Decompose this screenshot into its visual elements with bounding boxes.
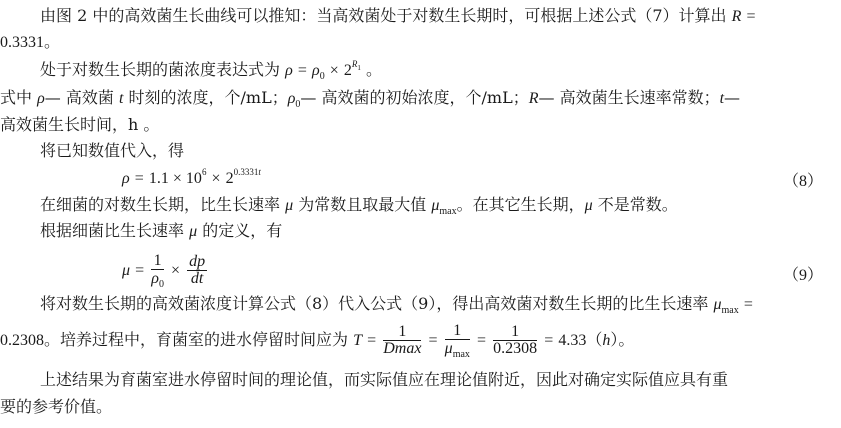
var-t: t [118,90,124,107]
equals-sign: = [544,332,554,349]
equation-8 [122,168,841,190]
paragraph-2-text: 处于对数生长期的菌浓度表达式为 [40,60,281,79]
equation-8-number: （8） [782,173,823,190]
dash: — [724,88,741,107]
equals-sign: = [477,332,487,349]
definition-t: 高效菌生长时间，h 。 [0,115,160,134]
definition-rho-a: — 高效菌 [44,88,114,107]
fraction-numerator: 1 [493,324,537,341]
paragraph-5-c: 。在其它生长期， [456,195,585,214]
definition-rho0: — 高效菌的初始浓度，个/mL； [300,88,529,107]
fraction-1-over-Dmax [383,324,421,357]
equals-sign: = [428,332,438,349]
subscript-0: 0 [295,99,301,110]
paragraph-1-line-2 [0,32,841,53]
fraction-dp-over-dt [187,254,207,287]
subscript-max: max [721,305,739,316]
paragraph-1-line-1 [40,6,841,27]
equals-sign: = [746,8,756,25]
equation-9-number: （9） [782,267,823,284]
var-mu: μ [584,197,593,214]
paragraph-2 [40,60,841,83]
paragraph-5-b: 为常数且取最大值 [298,195,427,214]
paragraph-6-a: 根据细菌比生长速率 [40,221,185,240]
fraction-numerator: 1 [445,323,470,340]
var-mu: μ [285,197,294,214]
exponent-var-t: t [258,167,261,177]
result-end: ）。 [610,332,635,349]
fraction-numerator: dp [189,253,206,270]
var-rho: ρ [122,170,130,187]
subscript-max: max [452,348,470,360]
equals-sign: = [743,296,753,313]
paragraph-7-line-1 [40,294,841,317]
paragraph-8-text: 上述结果为育菌室进水停留时间的理论值，而实际值应在理论值附近，因此对确定实际值应具有重 [40,370,729,389]
paragraph-4 [40,141,841,161]
fraction-1-over-value [493,324,537,357]
var-rho0: ρ [312,62,320,79]
coefficient: 1.1 × 10 [148,170,202,187]
exponent-value: 0.3331 [233,167,259,177]
coefficient-exponent: 6 [201,167,207,177]
base-2: 2 [343,62,352,79]
equation-9 [122,252,841,289]
paragraph-8-end: 要的参考价值。 [0,397,113,416]
var-mu-max: μ [431,197,440,214]
paragraph-7-lead: 0.2308。培养过程中，育菌室的进水停留时间应为 [0,332,349,349]
times-sign: × [211,170,221,187]
paragraph-7-text: 将对数生长期的高效菌浓度计算公式（8）代入公式（9），得出高效菌对数生长期的比生长速率 [40,294,709,313]
fraction-denominator [151,270,164,289]
fraction-denominator [445,340,470,359]
unit-h: h [602,332,611,349]
var-R: R [731,8,742,25]
fraction-numerator: 1 [383,324,421,341]
fraction-denominator: Dmax [383,340,422,357]
times-sign: × [329,62,339,79]
fraction-numerator: 1 [151,253,164,270]
var-rho0: ρ [287,90,296,107]
var-mu: μ [122,262,131,279]
var-rho: ρ [37,90,45,107]
fraction-1-over-mu-max [445,323,470,359]
definitions-line-1 [0,88,841,111]
paragraph-7-line-2 [0,322,841,359]
fraction-denominator: dt [190,270,204,287]
times-sign: × [171,262,181,279]
var-mu: μ [444,339,453,357]
paragraph-6 [40,221,841,242]
var-R: R [528,90,539,107]
var-t: t [719,90,725,107]
subscript-0: 0 [319,71,325,82]
definitions-line-2 [0,115,841,135]
equals-sign: = [135,262,145,279]
fraction-1-over-rho0 [151,253,164,289]
var-mu: μ [189,223,198,240]
paragraph-8-line-1 [40,370,841,390]
var-rho: ρ [285,62,293,79]
definition-rho-b: 时刻的浓度，个/mL； [128,88,288,107]
paragraph-8-line-2 [0,397,841,417]
paragraph-6-b: 的定义，有 [202,221,283,240]
fraction-denominator: 0.2308 [493,340,538,357]
definition-R: — 高效菌生长速率常数； [538,88,720,107]
subscript-0: 0 [158,278,164,290]
subscript-max: max [439,206,457,217]
equals-sign: = [134,170,144,187]
paragraph-5-a: 在细菌的对数生长期，比生长速率 [40,195,281,214]
paragraph-5-d: 不是常数。 [597,195,678,214]
paragraph-5 [40,195,841,218]
definitions-lead: 式中 [0,88,33,107]
base-2: 2 [225,170,234,187]
equals-sign: = [367,332,377,349]
var-T: T [353,332,363,349]
result-value: 4.33（ [558,332,603,349]
equals-sign: = [297,62,307,79]
exponent-R: R [351,59,358,69]
var-mu-max: μ [713,296,722,313]
paragraph-1-value: 0.3331。 [0,34,61,51]
paragraph-2-end: 。 [366,60,383,79]
paragraph-1-text: 由图 2 中的高效菌生长曲线可以推知：当高效菌处于对数生长期时，可根据上述公式（7）计算出 [40,6,727,25]
var-rho: ρ [151,269,159,287]
exponent-sub-1: 1 [357,64,361,72]
paragraph-4-text: 将已知数值代入，得 [40,141,185,160]
